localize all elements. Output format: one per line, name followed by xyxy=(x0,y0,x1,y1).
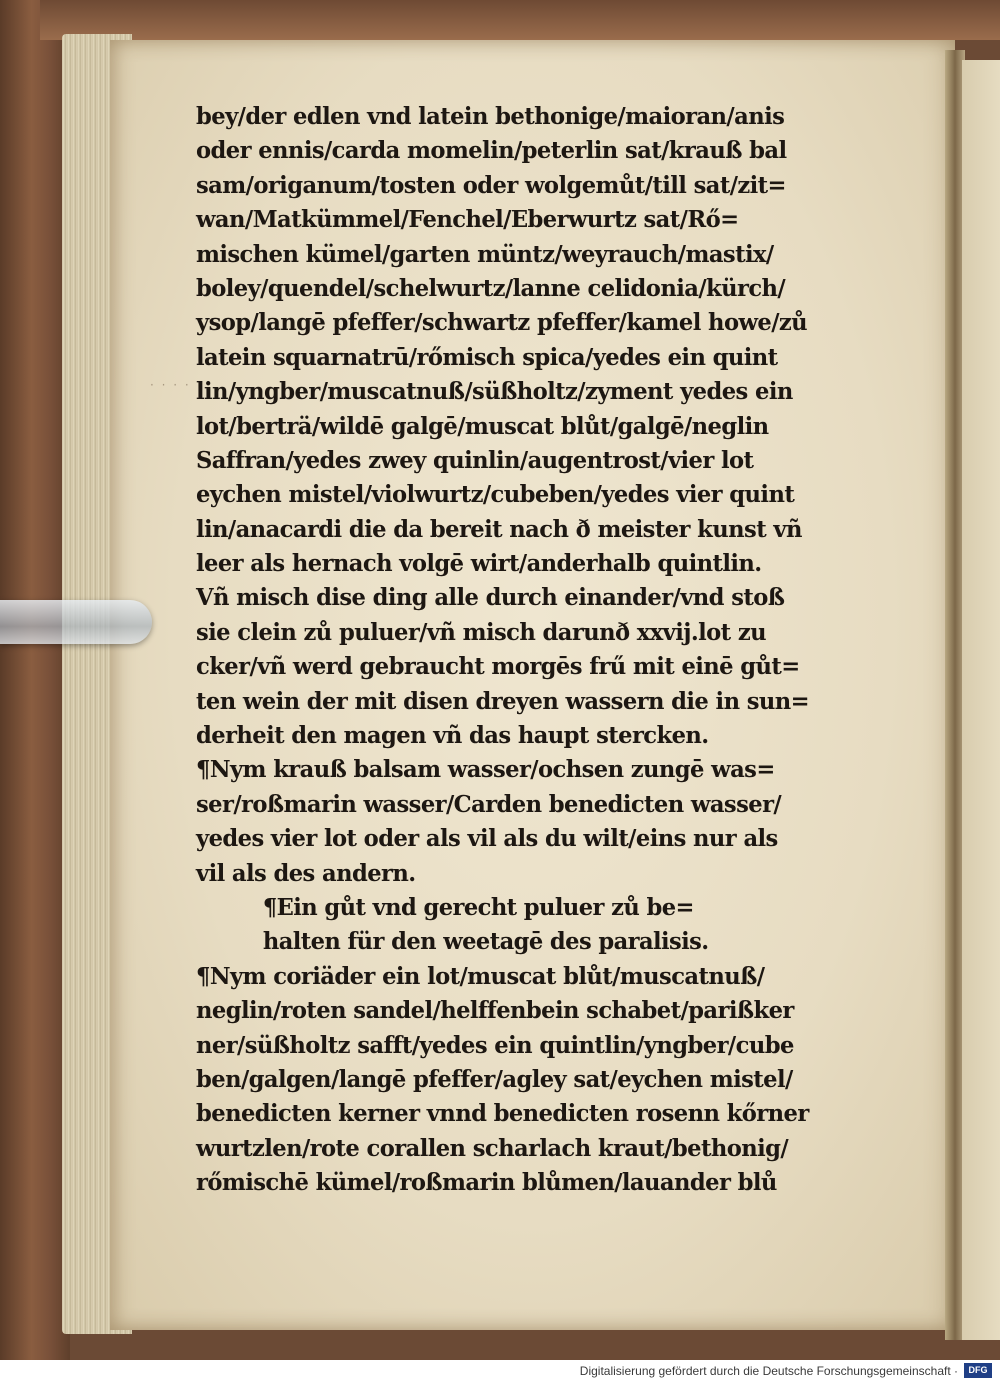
text-line: oder ennis/carda momelin/peterlin sat/krauß bal xyxy=(196,137,787,165)
text-line: wan/Matkümmel/Fenchel/Eberwurtz sat/Rő= xyxy=(196,206,739,234)
text-line: ¶Nym coriäder ein lot/muscat blůt/muscatnuß/ xyxy=(196,962,765,990)
text-line: ser/roßmarin wasser/Carden benedicten wasser/ xyxy=(196,790,782,818)
funding-credit: Digitalisierung gefördert durch die Deutsche Forschungsgemeinschaft · xyxy=(579,1364,958,1378)
text-line: wurtzlen/rote corallen scharlach kraut/bethonig/ xyxy=(196,1134,789,1162)
text-line: benedicten kerner vnnd benedicten rosenn kőrner xyxy=(196,1100,809,1128)
text-line: bey/der edlen vnd latein bethonige/maioran/anis xyxy=(196,103,785,130)
text-line: rőmischē kümel/roßmarin blůmen/lauander blů xyxy=(196,1169,777,1197)
text-line: Saffran/yedes zwey quinlin/augentrost/vier lot xyxy=(196,446,754,474)
dfg-logo-icon: DFG xyxy=(964,1363,992,1378)
text-line: ten wein der mit disen dreyen wassern die in sun= xyxy=(196,687,810,715)
section-heading-line: halten für den weetagē des paralisis. xyxy=(262,928,709,956)
faded-margin-mark: · · · · xyxy=(150,378,191,392)
footer-bar xyxy=(0,1360,1000,1381)
text-line: sam/origanum/tosten oder wolgemůt/till sat/zit= xyxy=(196,171,786,199)
text-line: vil als des andern. xyxy=(196,859,416,887)
text-line: neglin/roten sandel/helffenbein schabet/parißker xyxy=(196,997,794,1025)
book-cover-left xyxy=(0,0,70,1360)
text-line: sie clein zů puluer/vñ misch darunð xxvij.lot zu xyxy=(196,618,766,646)
text-line: Vñ misch dise ding alle durch einander/vnd stoß xyxy=(196,584,785,612)
text-line: lot/berträ/wildē galgē/muscat blůt/galgē/neglin xyxy=(196,412,769,440)
facing-page-edge xyxy=(962,60,1000,1340)
text-line: latein squarnatrū/rőmisch spica/yedes ein quint xyxy=(196,343,778,371)
page-holder-pointer xyxy=(0,600,152,644)
text-line: boley/quendel/schelwurtz/lanne celidonia/kürch/ xyxy=(196,274,786,302)
text-line: yedes vier lot oder als vil als du wilt/eins nur als xyxy=(196,825,778,853)
text-line: leer als hernach volgē wirt/anderhalb quintlin. xyxy=(196,550,762,578)
text-line: mischen kümel/garten müntz/weyrauch/mastix/ xyxy=(196,240,774,268)
text-line: lin/yngber/muscatnuß/süßholtz/zyment yedes ein xyxy=(196,378,793,406)
text-line: ¶Nym krauß balsam wasser/ochsen zungē was= xyxy=(196,756,775,784)
text-line: cker/vñ werd gebraucht morgēs frű mit einē gůt= xyxy=(196,653,800,681)
text-line: ben/galgen/langē pfeffer/agley sat/eychen mistel/ xyxy=(196,1065,793,1093)
page-text xyxy=(196,100,856,1201)
book-cover-top xyxy=(40,0,1000,40)
section-heading-line: ¶Ein gůt vnd gerecht puluer zů be= xyxy=(262,893,694,921)
text-line: lin/anacardi die da bereit nach ð meister kunst vñ xyxy=(196,515,802,543)
text-line: ner/süßholtz safft/yedes ein quintlin/yngber/cube xyxy=(196,1031,794,1059)
text-line: eychen mistel/violwurtz/cubeben/yedes vier quint xyxy=(196,481,795,509)
text-line: ysop/langē pfeffer/schwartz pfeffer/kamel howe/zů xyxy=(196,309,808,337)
text-line: derheit den magen vñ das haupt stercken. xyxy=(196,722,709,750)
